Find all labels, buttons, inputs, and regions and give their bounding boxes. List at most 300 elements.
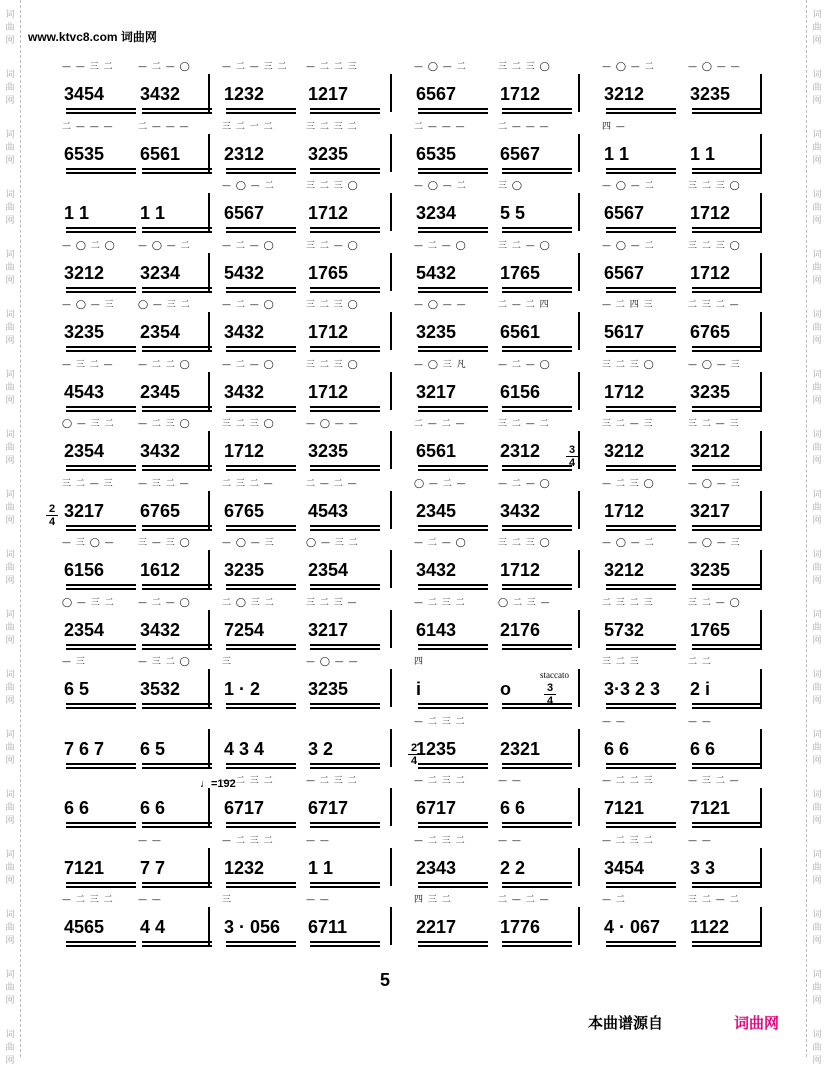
beam-line bbox=[606, 707, 676, 709]
tempo-marking: ♩=192 bbox=[200, 778, 236, 790]
fingering-marks: — ◯ — 二 bbox=[222, 181, 275, 191]
watermark-glyph: 曲 bbox=[812, 323, 822, 333]
fingering-marks: — ◯ — 二 bbox=[138, 240, 191, 251]
fingering-marks: 三 二 三 ◯ bbox=[688, 240, 741, 251]
note-group: 1 1 bbox=[604, 143, 630, 164]
fingering-marks: — 二 — ◯ bbox=[414, 538, 467, 548]
note-group: 3234 bbox=[416, 203, 457, 223]
note-group: 3212 bbox=[604, 560, 645, 580]
fingering-marks: — 二 bbox=[602, 895, 626, 905]
beam-line bbox=[66, 588, 136, 590]
watermark-glyph: 曲 bbox=[812, 683, 822, 693]
note-group: 5 5 bbox=[500, 203, 526, 223]
bar-line bbox=[390, 550, 392, 588]
beam-line bbox=[142, 763, 212, 765]
brand-link[interactable]: 词曲网 bbox=[734, 1015, 780, 1032]
time-signature: 2 4 bbox=[408, 742, 420, 767]
beam-line bbox=[692, 346, 762, 348]
note-group: 1122 bbox=[690, 917, 730, 937]
beam-line bbox=[66, 108, 136, 110]
measure-group bbox=[496, 715, 582, 773]
note-group: 6 6 bbox=[64, 798, 90, 818]
watermark-glyph: 词 bbox=[5, 130, 15, 140]
beam-line bbox=[502, 525, 572, 527]
beam-line bbox=[692, 588, 762, 590]
watermark-glyph: 网 bbox=[5, 756, 15, 766]
note-group: 6717 bbox=[224, 798, 265, 818]
measure-group bbox=[496, 120, 582, 178]
bar-line bbox=[760, 253, 762, 291]
note-group: 4 · 067 bbox=[604, 917, 661, 937]
beam-line bbox=[310, 525, 380, 527]
beam-line bbox=[418, 108, 488, 110]
beam-line bbox=[310, 707, 380, 709]
fingering-marks: 三 二 — ◯ bbox=[306, 240, 359, 251]
beam-line bbox=[226, 707, 296, 709]
note-group: 6717 bbox=[416, 798, 457, 818]
watermark-glyph: 曲 bbox=[5, 323, 15, 333]
measure-group bbox=[220, 477, 306, 535]
watermark-glyph: 曲 bbox=[812, 563, 822, 573]
beam-line bbox=[606, 406, 676, 408]
fingering-marks: 三 二 三 二 bbox=[306, 121, 358, 132]
note-group: 1712 bbox=[604, 500, 645, 521]
watermark-glyph: 曲 bbox=[5, 863, 15, 873]
measure-group bbox=[60, 60, 146, 118]
watermark-glyph: 词 bbox=[812, 310, 822, 320]
beam-line bbox=[606, 648, 676, 650]
beam-line bbox=[226, 882, 296, 884]
measure-group bbox=[600, 774, 686, 832]
measure-group bbox=[304, 834, 390, 892]
note-group: 5432 bbox=[224, 262, 265, 283]
note-group: 3 3 bbox=[690, 857, 716, 878]
beam-line bbox=[66, 945, 136, 947]
beam-line bbox=[418, 525, 488, 527]
beam-line bbox=[142, 168, 212, 170]
watermark-glyph: 曲 bbox=[5, 563, 15, 573]
beam-line bbox=[606, 525, 676, 527]
beam-line bbox=[226, 644, 296, 646]
bar-line bbox=[390, 610, 392, 648]
measure-group bbox=[412, 536, 498, 594]
bar-line bbox=[578, 669, 580, 707]
fingering-marks: — ◯ — 三 bbox=[688, 359, 741, 370]
staccato-marking: staccato bbox=[540, 670, 569, 680]
beam-line bbox=[142, 886, 212, 888]
note-group: 1235 bbox=[416, 738, 457, 759]
fingering-marks: — ◯ — 二 bbox=[602, 181, 655, 191]
fingering-marks: 三 二 — 三 bbox=[602, 419, 654, 429]
watermark-glyph: 网 bbox=[812, 1056, 822, 1066]
beam-line bbox=[142, 826, 212, 828]
fingering-marks: — 三 二 — bbox=[688, 776, 740, 786]
beam-line bbox=[226, 465, 296, 467]
watermark-glyph: 词 bbox=[5, 370, 15, 380]
beam-line bbox=[418, 945, 488, 947]
beam-line bbox=[606, 469, 676, 471]
fingering-marks: ◯ 二 三 — bbox=[498, 597, 551, 608]
fingering-marks: 三 二 三 ◯ bbox=[498, 538, 551, 548]
beam-line bbox=[142, 231, 212, 233]
bar-line bbox=[760, 134, 762, 172]
fingering-marks: 三 二 — 三 bbox=[62, 478, 114, 489]
fingering-marks: — 三 bbox=[62, 657, 86, 667]
watermark-glyph: 曲 bbox=[5, 623, 15, 633]
beam-line bbox=[418, 648, 488, 650]
fingering-marks: — 二 三 二 bbox=[414, 716, 466, 727]
note-group: 7121 bbox=[64, 857, 105, 878]
watermark-glyph: 词 bbox=[812, 910, 822, 920]
beam-line bbox=[606, 287, 676, 289]
bar-line bbox=[390, 372, 392, 410]
measure-group bbox=[220, 358, 306, 416]
beam-line bbox=[142, 703, 212, 705]
fingering-marks: — ◯ 二 ◯ bbox=[62, 240, 116, 251]
note-group: 1 · 2 bbox=[224, 679, 261, 699]
bar-line bbox=[208, 74, 210, 112]
beam-line bbox=[142, 529, 212, 531]
measure-group bbox=[304, 358, 390, 416]
bar-line bbox=[760, 550, 762, 588]
measure-group bbox=[220, 655, 306, 713]
note-group: 3·3 2 3 bbox=[604, 679, 661, 699]
note-group: 7254 bbox=[224, 619, 265, 640]
beam-line bbox=[66, 287, 136, 289]
note-group: 6567 bbox=[416, 84, 457, 104]
note-group: 6765 bbox=[690, 322, 731, 342]
note-group: 6561 bbox=[140, 143, 181, 164]
fingering-marks: — 二 三 二 bbox=[306, 776, 358, 786]
watermark-glyph: 网 bbox=[812, 876, 822, 886]
bar-line bbox=[760, 907, 762, 945]
beam-line bbox=[310, 406, 380, 408]
watermark-glyph: 词 bbox=[5, 610, 15, 620]
note-group: 1232 bbox=[224, 84, 265, 104]
beam-line bbox=[66, 469, 136, 471]
fingering-marks: — 二 四 三 bbox=[602, 300, 654, 310]
fingering-marks: — ◯ — 三 bbox=[222, 538, 275, 548]
measure-group bbox=[600, 179, 686, 237]
beam-line bbox=[66, 406, 136, 408]
bar-line bbox=[208, 610, 210, 648]
beam-line bbox=[502, 287, 572, 289]
fingering-marks: — 二 — ◯ bbox=[222, 359, 275, 370]
measure-group bbox=[496, 893, 582, 951]
site-url[interactable]: www.ktvc8.com 词曲网 bbox=[28, 30, 157, 44]
note-group: 3432 bbox=[140, 84, 181, 104]
watermark-glyph: 网 bbox=[812, 216, 822, 226]
fingering-marks: — ◯ — 二 bbox=[602, 538, 655, 548]
watermark-glyph: 网 bbox=[5, 276, 15, 286]
fingering-marks: 二 — 二 四 bbox=[498, 300, 550, 310]
watermark-glyph: 网 bbox=[5, 1056, 15, 1066]
beam-line bbox=[692, 703, 762, 705]
measure-group bbox=[412, 834, 498, 892]
beam-line bbox=[226, 945, 296, 947]
bar-line bbox=[390, 253, 392, 291]
measure-group bbox=[60, 120, 146, 178]
beam-line bbox=[418, 767, 488, 769]
beam-line bbox=[66, 648, 136, 650]
measure-group bbox=[304, 774, 390, 832]
note-group: 3454 bbox=[604, 857, 645, 878]
watermark-glyph: 词 bbox=[812, 370, 822, 380]
fingering-marks: — 二 二 三 bbox=[602, 776, 654, 786]
fingering-marks: 四 三 二 bbox=[414, 895, 452, 905]
fingering-marks: — 二 — ◯ bbox=[414, 240, 467, 251]
fingering-marks: 三 二 三 ◯ bbox=[688, 181, 741, 191]
fingering-marks: 二 — — — bbox=[498, 121, 550, 132]
beam-line bbox=[66, 291, 136, 293]
watermark-glyph: 网 bbox=[812, 936, 822, 946]
note-group: 3212 bbox=[64, 262, 105, 283]
beam-line bbox=[226, 108, 296, 110]
watermark-glyph: 词 bbox=[5, 550, 15, 560]
bar-line bbox=[578, 491, 580, 529]
beam-line bbox=[66, 763, 136, 765]
note-group: 6561 bbox=[416, 441, 457, 461]
note-group: 3235 bbox=[224, 560, 265, 580]
watermark-glyph: 网 bbox=[5, 816, 15, 826]
beam-line bbox=[226, 168, 296, 170]
right-margin-strip bbox=[806, 0, 827, 1066]
time-signature: 3 4 bbox=[544, 682, 556, 707]
fingering-marks: — 二 — ◯ bbox=[138, 62, 191, 72]
fingering-marks: — 三 二 ◯ bbox=[138, 657, 191, 667]
fingering-marks: — ◯ — — bbox=[306, 657, 359, 667]
measure-group bbox=[304, 596, 390, 654]
watermark-glyph: 曲 bbox=[5, 683, 15, 693]
measure-group bbox=[600, 417, 686, 475]
measure-group bbox=[60, 298, 146, 356]
measure-group bbox=[496, 834, 582, 892]
measure-group bbox=[412, 358, 498, 416]
measure-group bbox=[496, 298, 582, 356]
note-group: 2 2 bbox=[500, 857, 526, 878]
beam-line bbox=[66, 168, 136, 170]
beam-line bbox=[692, 822, 762, 824]
beam-line bbox=[226, 763, 296, 765]
watermark-glyph: 网 bbox=[5, 36, 15, 46]
beam-line bbox=[226, 469, 296, 471]
beam-line bbox=[606, 822, 676, 824]
note-group: 1 1 bbox=[690, 143, 716, 164]
measure-group bbox=[60, 893, 146, 951]
score-row bbox=[60, 120, 770, 178]
beam-line bbox=[310, 763, 380, 765]
note-group: 3235 bbox=[690, 381, 731, 402]
beam-line bbox=[418, 469, 488, 471]
bar-line bbox=[390, 491, 392, 529]
bar-line bbox=[390, 312, 392, 350]
watermark-glyph: 曲 bbox=[812, 743, 822, 753]
beam-line bbox=[692, 882, 762, 884]
fingering-marks: 三 二 三 ◯ bbox=[306, 181, 359, 191]
beam-line bbox=[418, 822, 488, 824]
beam-line bbox=[310, 350, 380, 352]
watermark-glyph: 网 bbox=[812, 96, 822, 106]
note-group: i bbox=[416, 679, 422, 699]
measure-group bbox=[304, 477, 390, 535]
beam-line bbox=[692, 410, 762, 412]
beam-line bbox=[692, 707, 762, 709]
bar-line bbox=[208, 907, 210, 945]
beam-line bbox=[502, 108, 572, 110]
note-group: 3432 bbox=[500, 500, 541, 521]
measure-group bbox=[496, 596, 582, 654]
note-group: 1712 bbox=[690, 262, 731, 283]
measure-group bbox=[304, 239, 390, 297]
fingering-marks: — — bbox=[688, 835, 712, 846]
watermark-glyph: 网 bbox=[812, 456, 822, 466]
measure-group bbox=[304, 536, 390, 594]
beam-line bbox=[226, 529, 296, 531]
fingering-marks: — 二 三 二 bbox=[222, 776, 274, 786]
measure-group bbox=[60, 536, 146, 594]
score-row bbox=[60, 893, 770, 951]
note-group: 2176 bbox=[500, 619, 541, 640]
bar-line bbox=[208, 372, 210, 410]
beam-line bbox=[142, 644, 212, 646]
measure-group bbox=[600, 298, 686, 356]
note-group: 6561 bbox=[500, 322, 541, 342]
fingering-marks: ◯ — 三 二 bbox=[138, 300, 191, 310]
fingering-marks: — — bbox=[138, 895, 162, 905]
beam-line bbox=[66, 767, 136, 769]
watermark-glyph: 词 bbox=[5, 970, 15, 980]
watermark-glyph: 词 bbox=[5, 670, 15, 680]
beam-line bbox=[502, 231, 572, 233]
watermark-glyph: 词 bbox=[5, 730, 15, 740]
note-group: 3235 bbox=[308, 143, 349, 164]
beam-line bbox=[66, 584, 136, 586]
fingering-marks: 三 二 三 ◯ bbox=[498, 62, 551, 72]
beam-line bbox=[142, 291, 212, 293]
watermark-glyph: 词 bbox=[5, 10, 15, 20]
watermark-glyph: 网 bbox=[812, 816, 822, 826]
measure-group bbox=[304, 655, 390, 713]
beam-line bbox=[310, 231, 380, 233]
bar-line bbox=[578, 788, 580, 826]
beam-line bbox=[310, 584, 380, 586]
note-group: 1712 bbox=[308, 381, 349, 402]
note-group: 1232 bbox=[224, 857, 265, 878]
note-group: 6567 bbox=[604, 262, 645, 283]
watermark-glyph: 词 bbox=[812, 70, 822, 80]
beam-line bbox=[66, 941, 136, 943]
note-group: 3454 bbox=[64, 84, 105, 104]
score-row bbox=[60, 655, 770, 713]
beam-line bbox=[606, 588, 676, 590]
fingering-marks: 三 ◯ bbox=[498, 181, 523, 191]
beam-line bbox=[226, 227, 296, 229]
note-group: 1712 bbox=[604, 381, 645, 402]
beam-line bbox=[226, 588, 296, 590]
note-group: 7121 bbox=[604, 798, 645, 818]
watermark-glyph: 词 bbox=[812, 130, 822, 140]
beam-line bbox=[606, 231, 676, 233]
fingering-marks: — ◯ 三 凡 bbox=[414, 359, 467, 370]
bar-line bbox=[578, 312, 580, 350]
fingering-marks: — 二 三 二 bbox=[414, 597, 466, 608]
watermark-glyph: 网 bbox=[5, 876, 15, 886]
note-group: 6535 bbox=[64, 143, 105, 164]
fingering-marks: 二 ◯ 三 二 bbox=[222, 597, 275, 608]
measure-group bbox=[60, 179, 146, 237]
page-number: 5 bbox=[380, 970, 391, 990]
note-group: 6765 bbox=[140, 500, 181, 521]
watermark-glyph: 词 bbox=[5, 910, 15, 920]
bar-line bbox=[208, 669, 210, 707]
beam-line bbox=[142, 822, 212, 824]
watermark-glyph: 网 bbox=[812, 576, 822, 586]
beam-line bbox=[606, 227, 676, 229]
watermark-glyph: 曲 bbox=[812, 923, 822, 933]
beam-line bbox=[418, 227, 488, 229]
beam-line bbox=[606, 172, 676, 174]
bar-line bbox=[208, 431, 210, 469]
beam-line bbox=[606, 168, 676, 170]
note-group: 1776 bbox=[500, 917, 541, 937]
beam-line bbox=[66, 525, 136, 527]
beam-line bbox=[606, 112, 676, 114]
bar-line bbox=[760, 729, 762, 767]
measure-group bbox=[412, 774, 498, 832]
watermark-glyph: 词 bbox=[5, 70, 15, 80]
beam-line bbox=[692, 168, 762, 170]
measure-group bbox=[412, 120, 498, 178]
watermark-glyph: 网 bbox=[5, 516, 15, 526]
fingering-marks: — ◯ — 二 bbox=[602, 62, 655, 72]
fingering-marks: 四 bbox=[414, 657, 425, 667]
beam-line bbox=[606, 826, 676, 828]
beam-line bbox=[418, 291, 488, 293]
fingering-marks: — 二 — ◯ bbox=[222, 300, 275, 310]
bar-line bbox=[578, 431, 580, 469]
beam-line bbox=[502, 941, 572, 943]
measure-group bbox=[600, 358, 686, 416]
measure-group bbox=[60, 417, 146, 475]
fingering-marks: — 二 二 三 bbox=[306, 62, 358, 72]
watermark-glyph: 曲 bbox=[5, 23, 15, 33]
fingering-marks: — — bbox=[306, 895, 330, 905]
beam-line bbox=[418, 529, 488, 531]
measure-group bbox=[496, 477, 582, 535]
bar-line bbox=[578, 729, 580, 767]
fingering-marks: ◯ — 三 二 bbox=[306, 538, 359, 548]
note-group: 1712 bbox=[308, 203, 349, 223]
fingering-marks: — ◯ — 二 bbox=[414, 181, 467, 191]
measure-group bbox=[220, 893, 306, 951]
fingering-marks: 二 三 二 — bbox=[222, 478, 274, 489]
note-group: 3234 bbox=[140, 262, 181, 283]
note-group: 1765 bbox=[690, 619, 731, 640]
note-group: 4565 bbox=[64, 917, 105, 937]
bar-line bbox=[208, 550, 210, 588]
watermark-glyph: 词 bbox=[5, 250, 15, 260]
beam-line bbox=[502, 588, 572, 590]
beam-line bbox=[226, 287, 296, 289]
watermark-glyph: 词 bbox=[812, 190, 822, 200]
watermark-glyph: 网 bbox=[812, 36, 822, 46]
bar-line bbox=[578, 193, 580, 231]
measure-group bbox=[60, 715, 146, 773]
beam-line bbox=[226, 767, 296, 769]
beam-line bbox=[502, 882, 572, 884]
beam-line bbox=[310, 588, 380, 590]
measure-group bbox=[496, 239, 582, 297]
